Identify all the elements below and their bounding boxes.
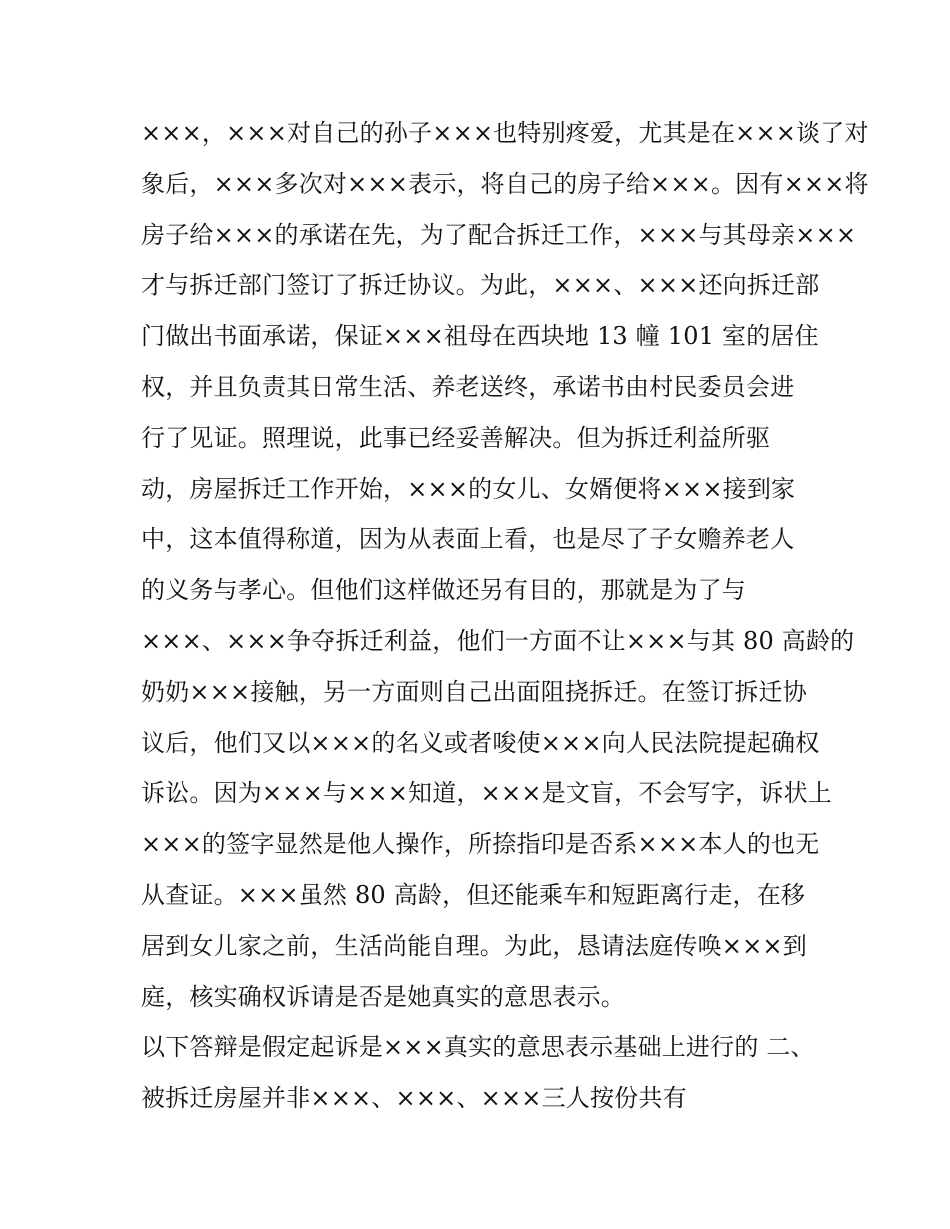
text-line: ×××的签字显然是他人操作，所捺指印是否系×××本人的也无 bbox=[141, 830, 820, 859]
text-line: 权，并且负责其日常生活、养老送终，承诺书由村民委员会进 bbox=[141, 372, 795, 401]
text-line: 动，房屋拆迁工作开始，×××的女儿、女婿便将×××接到家 bbox=[141, 474, 796, 503]
text-line: 才与拆迁部门签订了拆迁协议。为此，×××、×××还向拆迁部 bbox=[141, 271, 820, 300]
text-line: 的义务与孝心。但他们这样做还另有目的，那就是为了与 bbox=[141, 576, 746, 605]
text-line: 象后，×××多次对×××表示，将自己的房子给×××。因有×××将 bbox=[141, 169, 869, 198]
text-line: 庭，核实确权诉请是否是她真实的意思表示。 bbox=[141, 982, 625, 1011]
text-line: ×××、×××争夺拆迁利益，他们一方面不让×××与其 80 高龄的 bbox=[141, 626, 855, 655]
text-line: 议后，他们又以×××的名义或者唆使×××向人民法院提起确权 bbox=[141, 728, 820, 757]
text-line: 门做出书面承诺，保证×××祖母在西块地 13 幢 101 室的居住 bbox=[141, 322, 819, 351]
text-line: 以下答辩是假定起诉是×××真实的意思表示基础上进行的 二、 bbox=[141, 1033, 815, 1062]
text-line: 房子给×××的承诺在先，为了配合拆迁工作，×××与其母亲××× bbox=[141, 220, 857, 249]
body-text bbox=[141, 108, 869, 1124]
text-line: 诉讼。因为×××与×××知道，×××是文盲，不会写字，诉状上 bbox=[141, 779, 832, 808]
text-line: 被拆迁房屋并非×××、×××、×××三人按份共有 bbox=[141, 1084, 687, 1113]
text-line: 居到女儿家之前，生活尚能自理。为此，恳请法庭传唤×××到 bbox=[141, 931, 807, 960]
text-line: 从查证。×××虽然 80 高龄，但还能乘车和短距离行走，在移 bbox=[141, 880, 806, 909]
text-line: 中，这本值得称道，因为从表面上看，也是尽了子女赡养老人 bbox=[141, 525, 795, 554]
text-line: ×××，×××对自己的孙子×××也特别疼爱，尤其是在×××谈了对 bbox=[141, 119, 869, 147]
text-line: 行了见证。照理说，此事已经妥善解决。但为拆迁利益所驱 bbox=[141, 423, 771, 452]
text-line: 奶奶×××接触，另一方面则自己出面阻挠拆迁。在签订拆迁协 bbox=[141, 677, 807, 706]
